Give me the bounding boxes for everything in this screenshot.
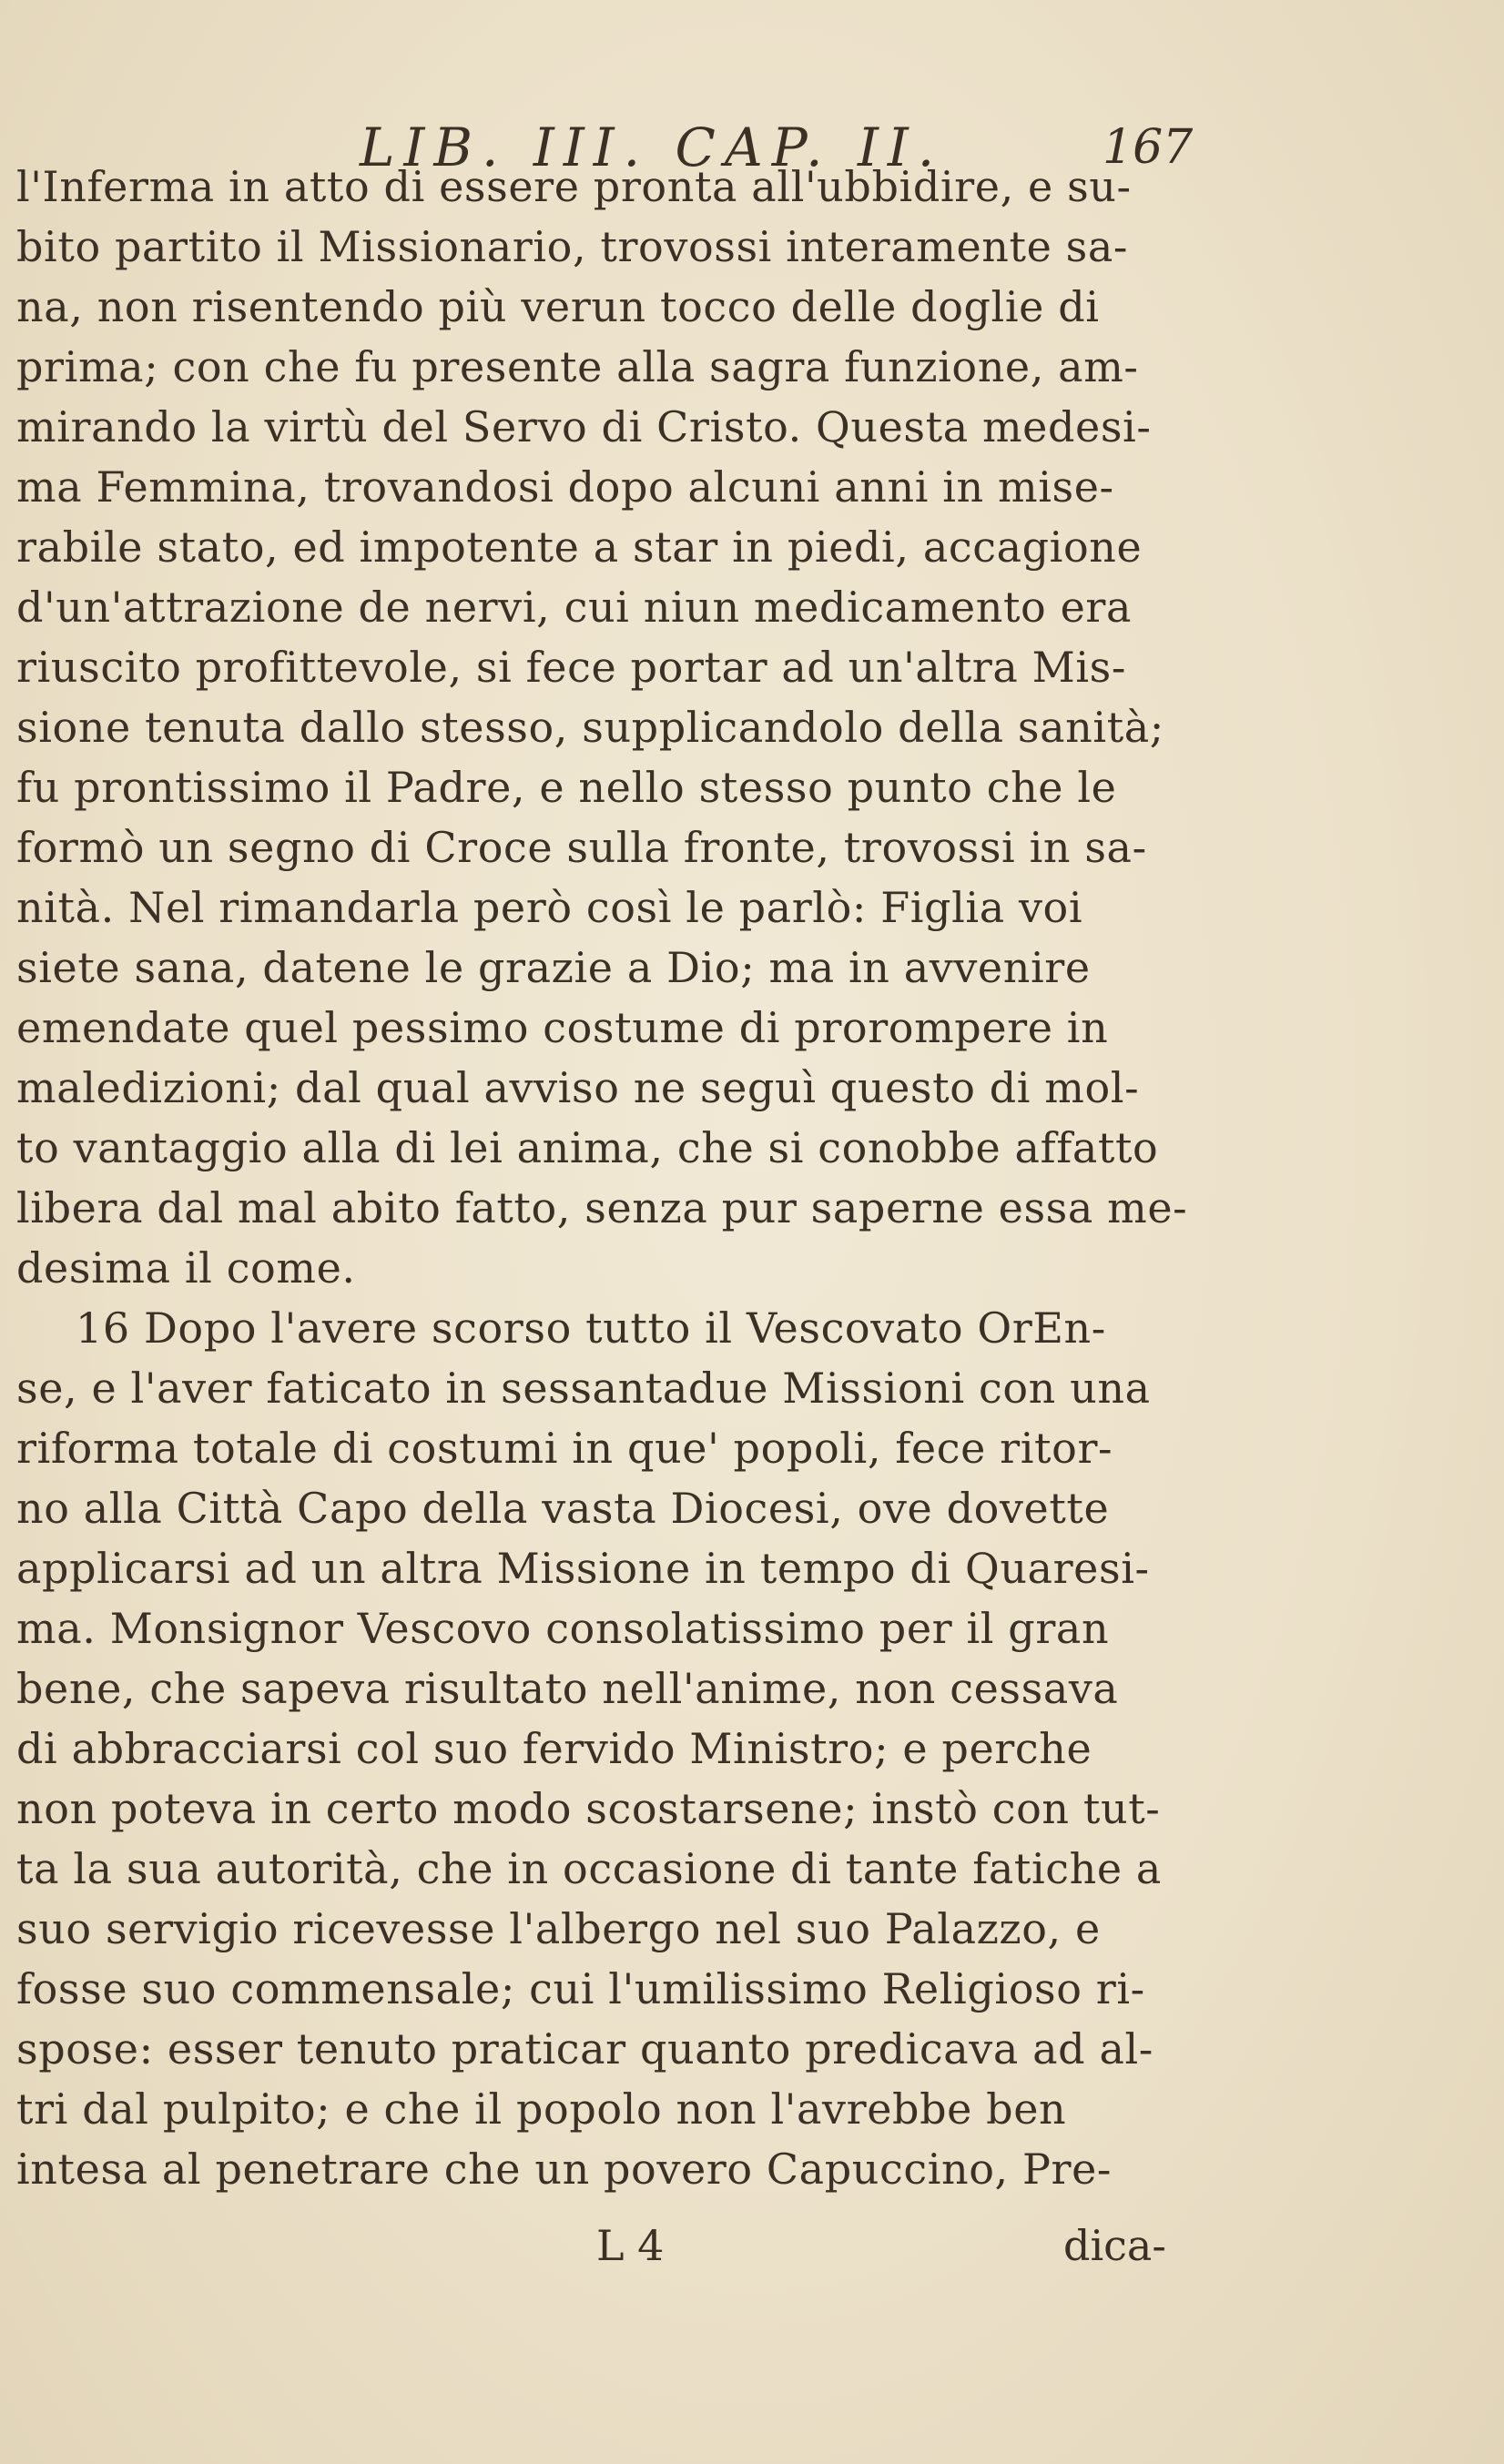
text-line: maledizioni; dal qual avviso ne seguì questo di mol- (16, 1063, 1140, 1112)
text-line: applicarsi ad un altra Missione in tempo di Quaresi- (16, 1544, 1150, 1593)
text-line: ma. Monsignor Vescovo consolatissimo per il gran (16, 1604, 1110, 1653)
text-line: fosse suo commensale; cui l'umilissimo Religioso ri- (16, 1964, 1145, 2013)
text-line: to vantaggio alla di lei anima, che si conobbe affatto (16, 1123, 1159, 1172)
text-line: non poteva in certo modo scostarsene; instò con tut- (16, 1784, 1161, 1833)
text-line: spose: esser tenuto praticar quanto predicava ad al- (16, 2024, 1153, 2074)
text-line: bene, che sapeva risultato nell'anime, non cessava (16, 1664, 1119, 1713)
text-line: nità. Nel rimandarla però così le parlò: Figlia voi (16, 883, 1083, 932)
text-line: ma Femmina, trovandosi dopo alcuni anni in mise- (16, 462, 1114, 512)
text-line: na, non risentendo più verun tocco delle doglie di (16, 282, 1100, 331)
text-line: se, e l'aver faticato in sessantadue Missioni con una (16, 1364, 1151, 1413)
text-line: riuscito profittevole, si fece portar ad un'altra Mis- (16, 643, 1126, 692)
text-line: sione tenuta dallo stesso, supplicandolo della sanità; (16, 703, 1164, 752)
text-line: intesa al penetrare che un povero Capuccino, Pre- (16, 2145, 1113, 2194)
catchword: dica- (1063, 2221, 1166, 2270)
page-number: 167 (1103, 120, 1194, 175)
text-line: emendate quel pessimo costume di prorompere in (16, 1003, 1109, 1052)
text-line: riforma totale di costumi in que' popoli, fece ritor- (16, 1424, 1113, 1473)
signature-mark: L 4 (596, 2221, 665, 2270)
text-line: suo servigio ricevesse l'albergo nel suo Palazzo, e (16, 1904, 1101, 1953)
text-line: siete sana, datene le grazie a Dio; ma in avvenire (16, 943, 1091, 992)
text-line: libera dal mal abito fatto, senza pur saperne essa me- (16, 1183, 1188, 1232)
text-line: l'Inferma in atto di essere pronta all'ubbidire, e su- (16, 162, 1132, 211)
text-line: formò un segno di Croce sulla fronte, trovossi in sa- (16, 823, 1147, 872)
text-line: bito partito il Missionario, trovossi interamente sa- (16, 222, 1129, 271)
page-footer (0, 2221, 1504, 2285)
text-line: no alla Città Capo della vasta Diocesi, ove dovette (16, 1484, 1110, 1533)
text-line: tri dal pulpito; e che il popolo non l'avrebbe ben (16, 2084, 1067, 2134)
header-title: LIB. III. CAP. II. (360, 117, 944, 178)
paragraph-start-line: 16 Dopo l'avere scorso tutto il Vescovato OrEn- (76, 1303, 1106, 1353)
text-line: fu prontissimo il Padre, e nello stesso punto che le (16, 763, 1117, 812)
text-line: rabile stato, ed impotente a star in piedi, accagione (16, 522, 1143, 572)
text-line: di abbracciarsi col suo fervido Ministro; e perche (16, 1724, 1092, 1773)
text-line: mirando la virtù del Servo di Cristo. Questa medesi- (16, 402, 1152, 451)
text-line: desima il come. (16, 1243, 356, 1293)
text-line: ta la sua autorità, che in occasione di tante fatiche a (16, 1844, 1162, 1893)
text-line: prima; con che fu presente alla sagra funzione, am- (16, 342, 1139, 391)
body-text (16, 157, 1291, 2199)
text-line: d'un'attrazione de nervi, cui niun medicamento era (16, 583, 1133, 632)
